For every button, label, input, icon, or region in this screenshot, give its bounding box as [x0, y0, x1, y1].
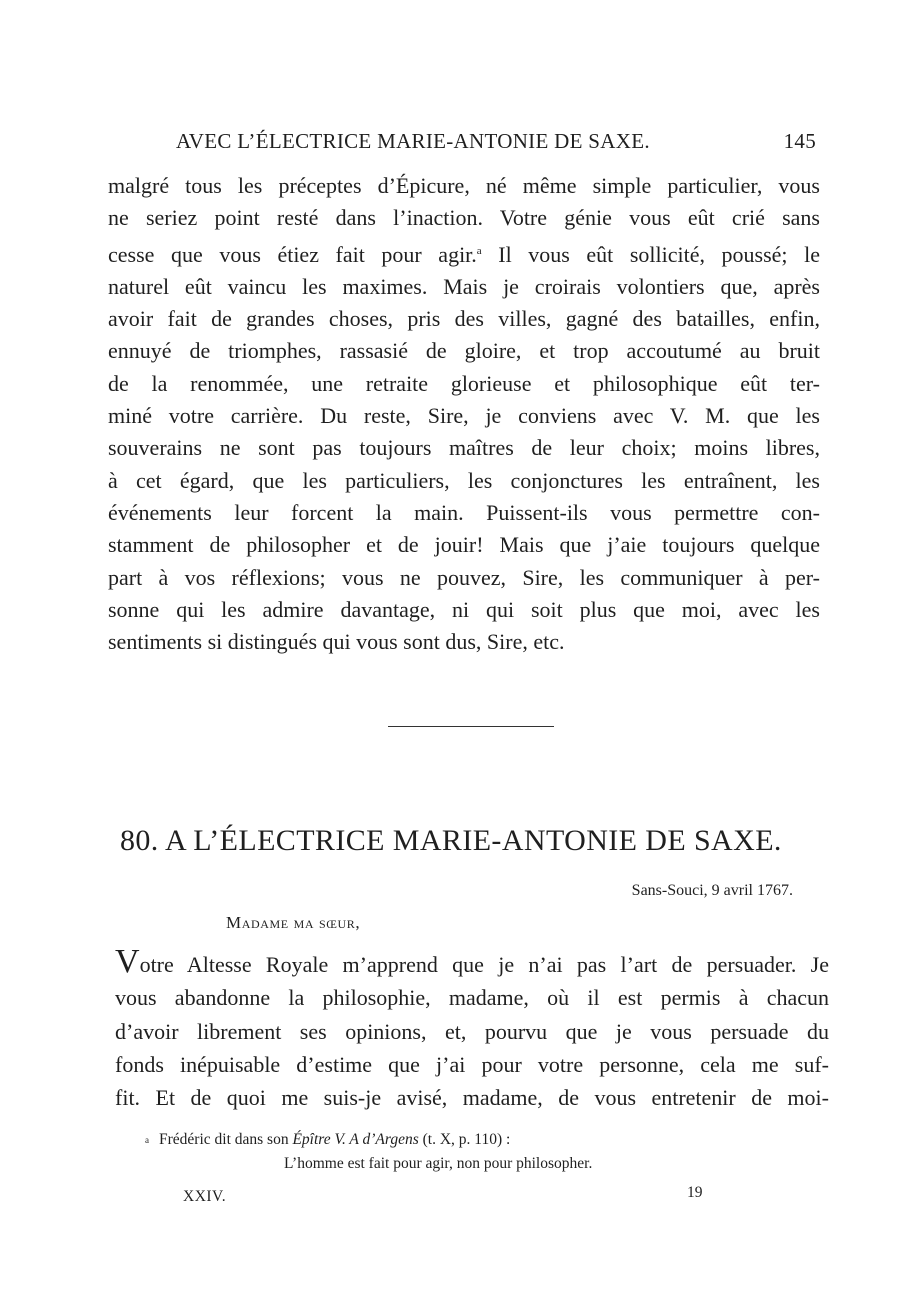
- text-fragment: cesse que vous étiez fait pour agir.: [108, 241, 477, 267]
- text-line: vous abandonne la philosophie, madame, où il est permis à chacun: [115, 985, 829, 1011]
- drop-cap: V: [115, 943, 140, 980]
- sheet-number: 19: [687, 1184, 703, 1201]
- salutation: Madame ma sœur,: [226, 913, 361, 932]
- text-line: de la renommée, une retraite glorieuse et philosophique eût ter-: [108, 370, 820, 396]
- letter-heading: [120, 824, 820, 858]
- footnote: [145, 1128, 665, 1176]
- text-line: événements leur forcent la main. Puissent-ils vous permettre con-: [108, 499, 820, 525]
- footnote-work-title: Épître V. A d’Argens: [292, 1131, 419, 1148]
- text-line: miné votre carrière. Du reste, Sire, je conviens avec V. M. que les: [108, 403, 820, 429]
- continued-letter-text: [108, 170, 820, 658]
- text-line: malgré tous les préceptes d’Épicure, né même simple particulier, vous: [108, 173, 820, 198]
- footnote-quote: L’homme est fait pour agir, non pour philosopher.: [284, 1155, 593, 1172]
- text-fragment: Il vous eût sollicité, poussé; le: [481, 241, 820, 267]
- text-line-with-note: [108, 235, 820, 271]
- letter-number: 80.: [120, 824, 159, 857]
- text-line: stamment de philosopher et de jouir! Mais que j’aie toujours quelque: [108, 532, 820, 558]
- footnote-text: Frédéric dit dans son: [159, 1131, 293, 1148]
- text-line: d’avoir librement ses opinions, et, pourvu que je vous persuade du: [115, 1018, 829, 1044]
- text-line: fonds inépuisable d’estime que j’ai pour votre personne, cela me suf-: [115, 1051, 829, 1077]
- text-line: part à vos réflexions; vous ne pouvez, Sire, les communiquer à per-: [108, 564, 820, 590]
- section-divider: [388, 726, 554, 727]
- text-line-with-dropcap: [115, 943, 829, 981]
- text-line: ne seriez point resté dans l’inaction. Votre génie vous eût crié sans: [108, 205, 820, 231]
- text-line: souverains ne sont pas toujours maîtres de leur choix; moins libres,: [108, 435, 820, 461]
- text-line: sonne qui les admire davantage, ni qui soit plus que moi, avec les: [108, 596, 820, 622]
- text-line: à cet égard, que les particuliers, les conjonctures les entraînent, les: [108, 467, 820, 493]
- volume-signature: XXIV.: [183, 1188, 227, 1205]
- text-line: naturel eût vaincu les maximes. Mais je croirais volontiers que, après: [108, 273, 820, 299]
- footnote-marker: a: [145, 1135, 149, 1145]
- text-line: ennuyé de triomphes, rassasié de gloire, et trop accoutumé au bruit: [108, 338, 820, 364]
- running-title: AVEC L’ÉLECTRICE MARIE-ANTONIE DE SAXE.: [176, 129, 650, 153]
- text-line: avoir fait de grandes choses, pris des villes, gagné des batailles, enfin,: [108, 306, 820, 332]
- dateline: Sans-Souci, 9 avril 1767.: [631, 882, 793, 899]
- text-fragment: otre Altesse Royale m’apprend que je n’ai pas l’art de persuader. Je: [139, 952, 829, 977]
- page-number: 145: [783, 129, 816, 153]
- letter-body: [115, 943, 829, 1114]
- footnote-text: (t. X, p. 110) :: [418, 1131, 511, 1148]
- text-line: sentiments si distingués qui vous sont dus, Sire, etc.: [108, 629, 565, 655]
- footnote-marker: a: [476, 244, 482, 257]
- running-head: [176, 127, 822, 159]
- text-line: fit. Et de quoi me suis-je avisé, madame, de vous entretenir de moi-: [115, 1085, 829, 1111]
- letter-title: A L’ÉLECTRICE MARIE-ANTONIE DE SAXE.: [164, 824, 782, 857]
